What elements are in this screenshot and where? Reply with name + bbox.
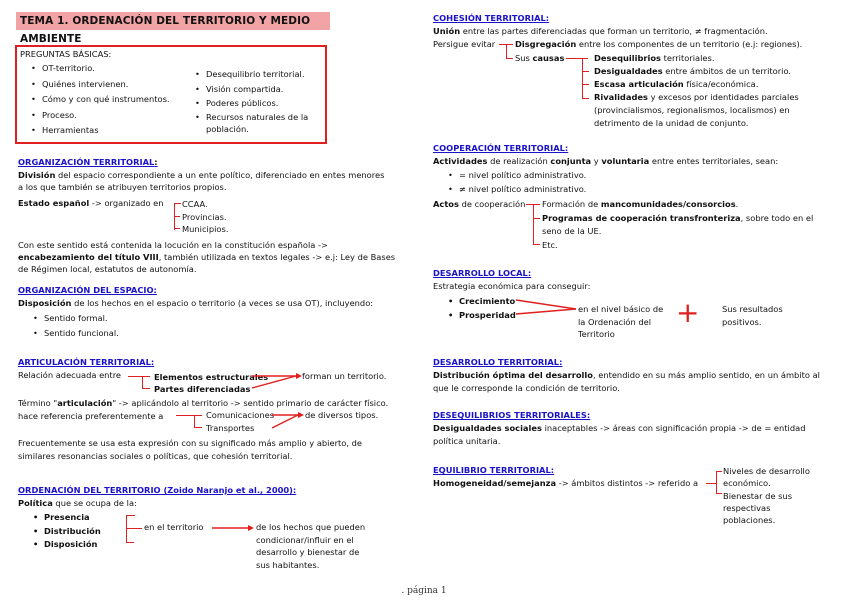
brace-connector (706, 483, 716, 484)
list-item: • Crecimiento (445, 294, 535, 308)
equilibrio-line: respectivas (723, 502, 771, 513)
list-item: • Cómo y con qué instrumentos. (28, 92, 188, 108)
basic-questions-col1 (28, 61, 188, 139)
distribucion-line2: que le corresponde la condición de territorio. (433, 383, 620, 393)
org-territorial-definition-line2: a los que también se atribuyen territorios propios. (18, 182, 227, 192)
brace-tick (533, 218, 540, 219)
list-item-text: población. (206, 123, 249, 134)
frecuentemente-line2: similares resonancias sociales o políticas, que cohesión territorial. (18, 451, 293, 461)
equilibrio-niveles (723, 465, 833, 526)
list-item: • Sentido formal. (30, 311, 230, 326)
brace-tick (716, 493, 722, 494)
cooperacion-actividades: Actividades de realización conjunta y voluntaria entre entes territoriales, sean: (433, 156, 779, 166)
brace-tick (194, 427, 202, 428)
locucion-line1: Con este sentido está contenida la locución en la constitución española -> (18, 240, 328, 250)
list-item: • Distribución (30, 525, 120, 539)
arrows-diversos (270, 409, 304, 433)
nivel-line: en el nivel básico de (578, 304, 664, 314)
equilibrio-line: Bienestar de sus (723, 490, 793, 501)
sus-causas: Sus causas (515, 53, 565, 63)
estrategia-economica: Estrategia económica para conseguir: (433, 281, 591, 291)
articulacion-hace-referencia: hace referencia preferentemente a (18, 411, 164, 421)
brace-equilibrio (716, 471, 723, 493)
list-item: • Herramientas (28, 123, 188, 139)
page-footer: . página 1 (401, 586, 447, 596)
forman-territorio: forman un territorio. (302, 371, 387, 381)
brace-tick (506, 58, 513, 59)
section-heading-desarrollo-local: DESARROLLO LOCAL: (433, 268, 532, 278)
section-heading-org-territorial: ORGANIZACIÓN TERRITORIAL: (18, 157, 158, 167)
frecuentemente-line1: Frecuentemente se usa esta expresión con su significado más amplio y abierto, de (18, 438, 362, 448)
section-heading-equilibrio: EQUILIBRIO TERRITORIAL: (433, 465, 555, 475)
comunicaciones: Comunicaciones (206, 410, 275, 420)
section-heading-desequilibrios: DESEQUILIBRIOS TERRITORIALES: (433, 410, 591, 420)
articulacion-termino: Término "articulación" -> aplicándolo al territorio -> sentido primario de carácter físico. (18, 398, 389, 408)
org-espacio-list (30, 311, 230, 341)
mancomunidades: Formación de mancomunidades/consorcios. (542, 199, 739, 209)
nivel-line: la Ordenación del (578, 316, 652, 327)
list-item: • Proceso. (28, 108, 188, 124)
locucion-line3: de Régimen local, estatutos de autonomía. (18, 264, 197, 274)
nivel-line: Territorio (578, 329, 615, 339)
section-heading-cohesion: COHESIÓN TERRITORIAL: (433, 13, 550, 23)
basic-questions-heading: PREGUNTAS BÁSICAS: (20, 49, 112, 59)
brace-tick (582, 98, 589, 99)
list-item: • Sentido funcional. (30, 326, 230, 341)
description-line: de los hechos que pueden (256, 522, 366, 532)
equilibrio-line: Niveles de desarrollo (723, 466, 810, 476)
list-item (192, 111, 324, 135)
description-line: desarrollo y bienestar de (256, 547, 360, 557)
branch-provincias: Provincias. (182, 212, 227, 222)
basic-questions-col2 (192, 67, 324, 135)
list-item-text: Recursos naturales de la (206, 111, 309, 122)
list-item: • Presencia (30, 511, 120, 525)
ordenacion-politica: Política que se ocupa de la: (18, 498, 137, 508)
section-heading-articulacion: ARTICULACIÓN TERRITORIAL: (18, 357, 155, 367)
plus-icon: + (676, 296, 700, 329)
list-item: • Prosperidad (445, 308, 535, 322)
articulacion-relacion: Relación adecuada entre (18, 370, 122, 380)
causa-desigualdades: Desigualdades entre ámbitos de un territorio. (594, 66, 792, 76)
brace-tick (126, 542, 134, 543)
estado-espanol-line: Estado español -> organizado en (18, 198, 164, 208)
en-el-territorio: en el territorio (144, 522, 204, 532)
brace-persigue (506, 44, 514, 58)
equilibrio-line: económico. (723, 478, 771, 489)
distribucion-optima: Distribución óptima del desarrollo, entendido en su más amplio sentido, en un ámbito al (433, 370, 820, 380)
equilibrio-line: poblaciones. (723, 515, 776, 526)
list-item: • OT-territorio. (28, 61, 188, 77)
brace-tick (582, 84, 589, 85)
brace-causas (582, 58, 590, 98)
section-heading-ordenacion: ORDENACIÓN DEL TERRITORIO (Zoido Naranjo et al., 2000): (18, 485, 297, 495)
brace-connector (499, 44, 513, 45)
actos-cooperacion: Actos de cooperación (433, 199, 526, 209)
list-item: • Poderes públicos. (192, 96, 324, 111)
nivel-basico (578, 303, 678, 341)
programas-transfronteriza: Programas de cooperación transfronteriza, sobre todo en el (542, 213, 814, 223)
ordenacion-description (256, 521, 376, 571)
list-item: • Quiénes intervienen. (28, 77, 188, 93)
org-espacio-definition: Disposición de los hechos en el espacio o territorio (a veces se usa OT), incluyendo: (18, 298, 374, 308)
section-heading-cooperacion: COOPERACIÓN TERRITORIAL: (433, 143, 569, 153)
cohesion-union: Unión entre las partes diferenciadas que forman un territorio, ≠ fragmentación. (433, 26, 768, 36)
brace-tick (716, 471, 722, 472)
arrow-hechos (212, 524, 254, 534)
brace-actos (533, 204, 541, 244)
arrows-forman (250, 370, 302, 394)
causa-escasa-articulacion: Escasa articulación física/económica. (594, 79, 759, 89)
arrows-nivel (514, 297, 578, 317)
persigue-evitar: Persigue evitar (433, 39, 496, 49)
desigualdades-sociales: Desigualdades sociales inaceptables -> áreas con significación propia -> de = entidad (433, 423, 806, 433)
diversos-tipos: de diversos tipos. (305, 410, 379, 420)
list-item: • = nivel político administrativo. (445, 168, 665, 182)
rivalidades-line2: (provincialismos, regionalismos, localismos) en (594, 105, 790, 115)
branch-ccaa: CCAA. (182, 199, 208, 209)
description-line: sus habitantes. (256, 559, 320, 570)
brace-tick (174, 216, 180, 217)
branch-municipios: Municipios. (182, 224, 229, 234)
list-item: • ≠ nivel político administrativo. (445, 182, 665, 196)
section-heading-org-espacio: ORGANIZACIÓN DEL ESPACIO: (18, 285, 157, 295)
seno-ue: seno de la UE. (542, 226, 602, 236)
resultados-positivos (722, 303, 822, 328)
cooperacion-list (445, 168, 665, 196)
causa-rivalidades: Rivalidades y excesos por identidades parciales (594, 92, 799, 102)
result-line: positivos. (722, 316, 762, 327)
list-item: • Disposición (30, 538, 120, 552)
brace-comunicaciones (194, 415, 203, 427)
list-item: • Visión compartida. (192, 82, 324, 97)
brace-tick (174, 228, 180, 229)
brace-articulacion (142, 376, 151, 388)
brace-connector (126, 528, 142, 529)
rivalidades-line3: detrimento de la unidad de conjunto. (594, 118, 749, 128)
etc: Etc. (542, 240, 558, 250)
desigualdades-line2: política unitaria. (433, 436, 501, 446)
disgregacion-line: Disgregación entre los componentes de un territorio (e.j: regiones). (515, 39, 803, 49)
ordenacion-list (30, 511, 120, 552)
transportes: Transportes (206, 423, 255, 433)
locucion-line2: encabezamiento del título VIII, también utilizada en textos legales -> e.j: Ley de Bases (18, 252, 396, 262)
brace-tick (533, 244, 540, 245)
brace-tick (582, 71, 589, 72)
page-title: TEMA 1. ORDENACIÓN DEL TERRITORIO Y MEDIO AMBIENTE (16, 12, 330, 30)
section-heading-desarrollo-territorial: DESARROLLO TERRITORIAL: (433, 357, 563, 367)
causa-desequilibrios: Desequilibrios territoriales. (594, 53, 715, 63)
result-line: Sus resultados (722, 304, 783, 314)
partes-diferenciadas: Partes diferenciadas (154, 384, 251, 394)
org-territorial-definition: División del espacio correspondiente a un ente político, diferenciado en entes menores (18, 170, 385, 180)
list-item: • Desequilibrio territorial. (192, 67, 324, 82)
elementos-estructurales: Elementos estructurales (154, 372, 269, 382)
brace-connector (526, 204, 540, 205)
brace-connector (128, 376, 150, 377)
description-line: condicionar/influir en el (256, 534, 354, 545)
brace-connector (176, 415, 202, 416)
homogeneidad: Homogeneidad/semejanza -> ámbitos distintos -> referido a (433, 478, 699, 488)
brace-tick (142, 388, 150, 389)
